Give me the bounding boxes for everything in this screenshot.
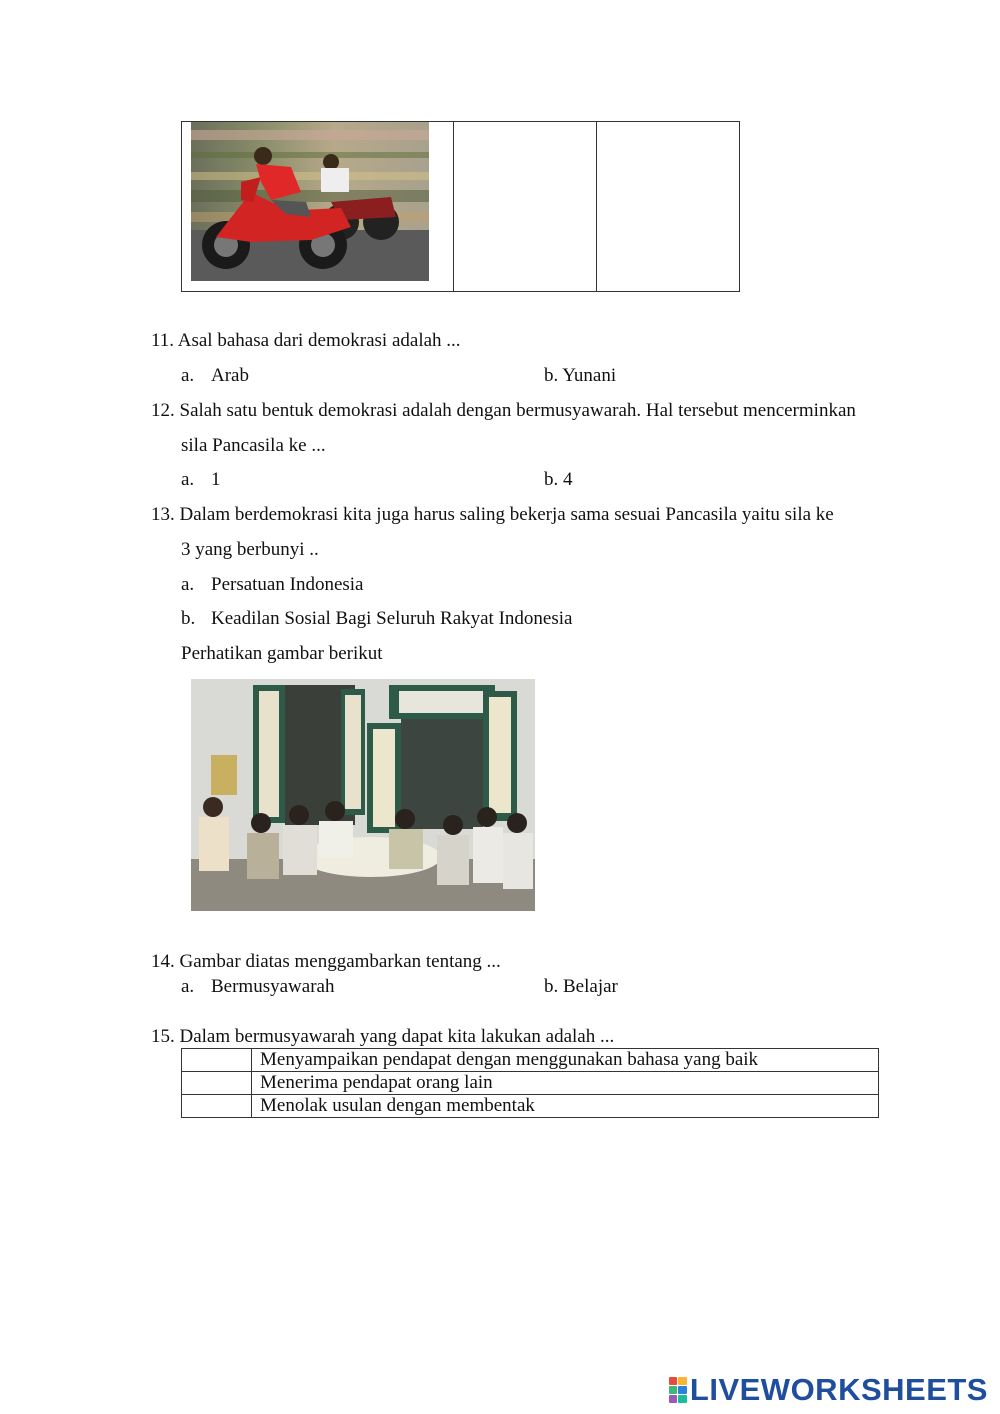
question-text: Gambar diatas menggambarkan tentang ... (179, 951, 501, 972)
option-13a[interactable] (181, 573, 363, 597)
question-13 (151, 503, 834, 527)
option-14b[interactable] (544, 975, 618, 999)
option-letter: a. (181, 976, 195, 997)
meeting-photo (191, 679, 535, 911)
check-box[interactable] (182, 1049, 252, 1072)
check-box[interactable] (182, 1072, 252, 1095)
row-text: Menolak usulan dengan membentak (252, 1095, 879, 1118)
checklist-table (181, 1048, 879, 1118)
option-text: Persatuan Indonesia (211, 574, 364, 595)
question-15 (151, 1025, 614, 1049)
row-text: Menerima pendapat orang lain (252, 1072, 879, 1095)
option-text: 1 (211, 469, 221, 490)
option-text: 4 (563, 469, 573, 490)
table-row (182, 1072, 879, 1095)
option-12b[interactable] (544, 468, 573, 492)
question-11 (151, 329, 461, 353)
logo-text: LIVEWORKSHEETS (689, 1372, 988, 1407)
question-text: sila Pancasila ke ... (181, 435, 326, 456)
option-letter: b. (544, 976, 559, 997)
option-text: Belajar (563, 976, 618, 997)
table-row (182, 1049, 879, 1072)
option-letter: a. (181, 469, 195, 490)
option-text: Yunani (562, 365, 617, 386)
question-text: 3 yang berbunyi .. (181, 539, 319, 560)
check-box[interactable] (182, 1095, 252, 1118)
question-13-line2 (181, 538, 319, 562)
question-12-line2 (181, 434, 326, 458)
question-text: Dalam bermusyawarah yang dapat kita lakukan adalah ... (179, 1026, 615, 1047)
motorcycle-photo (191, 122, 429, 281)
logo-icon (669, 1377, 687, 1403)
question-number: 11. (151, 330, 175, 351)
table-row (182, 1095, 879, 1118)
question-text: Dalam berdemokrasi kita juga harus saling bekerja sama sesuai Pancasila yaitu sila ke (179, 504, 834, 525)
question-number: 15. (151, 1026, 175, 1047)
option-letter: a. (181, 574, 195, 595)
option-letter: b. (544, 365, 559, 386)
row-text: Menyampaikan pendapat dengan menggunakan bahasa yang baik (252, 1049, 879, 1072)
question-number: 13. (151, 504, 175, 525)
option-letter: a. (181, 365, 195, 386)
option-letter: b. (181, 608, 196, 629)
instruction-text (181, 642, 383, 666)
photo-cell (182, 122, 454, 291)
question-12 (151, 399, 856, 423)
option-14a[interactable] (181, 975, 334, 999)
image-answer-table (181, 121, 740, 292)
question-number: 14. (151, 951, 175, 972)
question-text: Salah satu bentuk demokrasi adalah dengan bermusyawarah. Hal tersebut mencerminkan (179, 400, 856, 421)
option-letter: b. (544, 469, 559, 490)
option-text: Arab (211, 365, 249, 386)
liveworksheets-logo (669, 1372, 988, 1408)
instruction-label: Perhatikan gambar berikut (181, 643, 383, 664)
question-text: Asal bahasa dari demokrasi adalah ... (177, 330, 461, 351)
option-text: Keadilan Sosial Bagi Seluruh Rakyat Indonesia (211, 608, 573, 629)
option-11a[interactable] (181, 364, 249, 388)
option-12a[interactable] (181, 468, 221, 492)
question-number: 12. (151, 400, 175, 421)
option-11b[interactable] (544, 364, 616, 388)
answer-cell-1[interactable] (454, 122, 596, 291)
option-text: Bermusyawarah (211, 976, 335, 997)
option-13b[interactable] (181, 607, 572, 631)
answer-cell-2[interactable] (597, 122, 739, 291)
question-14 (151, 950, 501, 974)
